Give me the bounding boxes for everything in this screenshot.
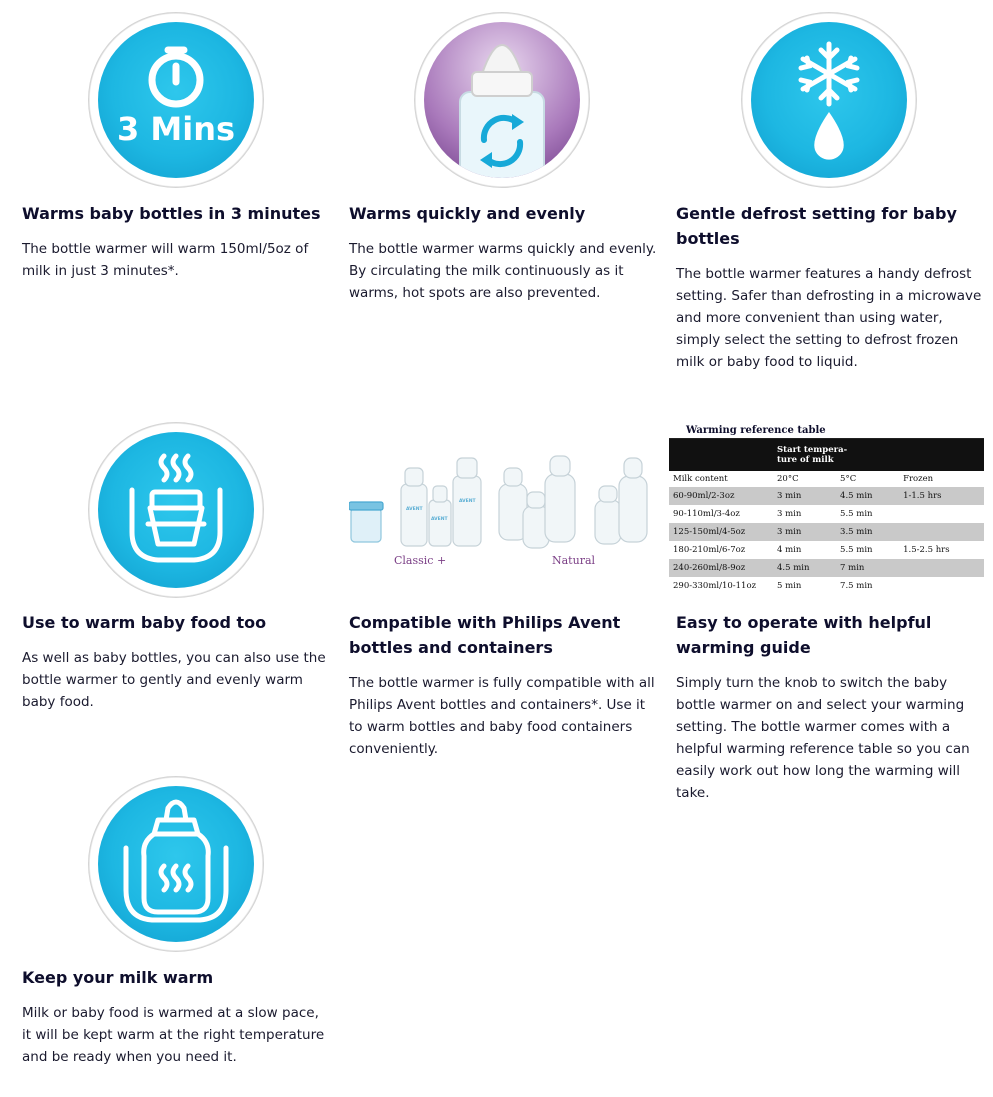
table-cell: 90-110ml/3-4oz [669, 505, 773, 523]
bottle-steam-icon [88, 776, 264, 952]
stopwatch-icon [88, 12, 264, 188]
table-cell: 60-90ml/2-3oz [669, 487, 773, 505]
table-cell: 1-1.5 hrs [899, 487, 984, 505]
table-cell: 240-260ml/8-9oz [669, 559, 773, 577]
table-cell: 3 min [773, 487, 836, 505]
table-row [669, 523, 984, 541]
table-row [669, 487, 984, 505]
feature-description: The bottle warmer features a handy defrost setting. Safer than defrosting in a microwave and more convenient than using water, simply select the setting to defrost frozen milk or baby food to liquid. [676, 266, 982, 370]
column-header: 20°C [773, 471, 836, 487]
feature-keep-warm [22, 965, 332, 1068]
table-cell: 4 min [773, 541, 836, 559]
feature-easy-operate [676, 610, 986, 804]
feature-warm-3-minutes [22, 201, 332, 282]
feature-description: The bottle warmer warms quickly and evenly. By circulating the milk continuously as it warms, hot spots are also prevented. [349, 241, 657, 301]
food-jar-steam-icon [88, 422, 264, 598]
feature-title: Warms baby bottles in 3 minutes [22, 204, 321, 223]
feature-description: Simply turn the knob to switch the baby bottle warmer on and select your warming setting. The bottle warmer comes with a helpful warming reference table so you can easily work out how long the warming will take. [676, 675, 970, 801]
feature-title: Compatible with Philips Avent bottles and containers [349, 613, 621, 657]
feature-description: The bottle warmer will warm 150ml/5oz of milk in just 3 minutes*. [22, 241, 309, 279]
warming-reference-table [669, 439, 984, 595]
feature-compatible [349, 610, 659, 760]
table-row [669, 505, 984, 523]
feature-description: The bottle warmer is fully compatible with all Philips Avent bottles and containers*. Use it to warm bottles and baby food containers conveniently. [349, 675, 655, 757]
feature-title: Gentle defrost setting for baby bottles [676, 204, 957, 248]
svg-text:AVENT: AVENT [459, 499, 476, 504]
column-header: Frozen [899, 471, 984, 487]
feature-baby-food [22, 610, 332, 713]
circulation-icon [414, 12, 590, 188]
table-row [669, 541, 984, 559]
svg-text:AVENT: AVENT [431, 517, 448, 522]
feature-title: Use to warm baby food too [22, 613, 267, 632]
table-cell [899, 559, 984, 577]
feature-title: Easy to operate with helpful warming guide [676, 613, 932, 657]
table-cell [899, 505, 984, 523]
table-cell: 7 min [836, 559, 899, 577]
table-row [669, 577, 984, 595]
feature-description: Milk or baby food is warmed at a slow pace, it will be kept warm at the right temperature and be ready when you need it. [22, 1005, 325, 1065]
table-column-header-row [669, 471, 984, 487]
table-cell [899, 577, 984, 595]
table-cell [899, 523, 984, 541]
table-cell: 3 min [773, 523, 836, 541]
warming-table-image [669, 424, 984, 604]
table-cell: 5.5 min [836, 541, 899, 559]
stopwatch-label: 3 Mins [116, 110, 236, 148]
table-cell: 4.5 min [773, 559, 836, 577]
table-header-start-temp: Start tempera- ture of milk [773, 439, 984, 471]
table-cell: 4.5 min [836, 487, 899, 505]
feature-defrost [676, 201, 986, 373]
column-header: Milk content [669, 471, 773, 487]
column-header: 5°C [836, 471, 899, 487]
table-cell: 5 min [773, 577, 836, 595]
feature-title: Keep your milk warm [22, 968, 214, 987]
feature-description: As well as baby bottles, you can also use the bottle warmer to gently and evenly warm baby food. [22, 650, 326, 710]
natural-label: Natural [552, 554, 596, 567]
table-row [669, 559, 984, 577]
table-cell: 3 min [773, 505, 836, 523]
table-cell: 125-150ml/4-5oz [669, 523, 773, 541]
snowflake-drop-icon [741, 12, 917, 188]
table-cell: 3.5 min [836, 523, 899, 541]
table-cell: 1.5-2.5 hrs [899, 541, 984, 559]
warming-table-caption: Warming reference table [669, 424, 984, 439]
classic-plus-label: Classic + [394, 554, 447, 567]
table-cell: 7.5 min [836, 577, 899, 595]
bottles-image [349, 448, 649, 578]
table-cell: 5.5 min [836, 505, 899, 523]
table-cell: 290-330ml/10-11oz [669, 577, 773, 595]
table-cell: 180-210ml/6-7oz [669, 541, 773, 559]
feature-warms-evenly [349, 201, 659, 304]
feature-title: Warms quickly and evenly [349, 204, 586, 223]
svg-text:AVENT: AVENT [406, 507, 423, 512]
